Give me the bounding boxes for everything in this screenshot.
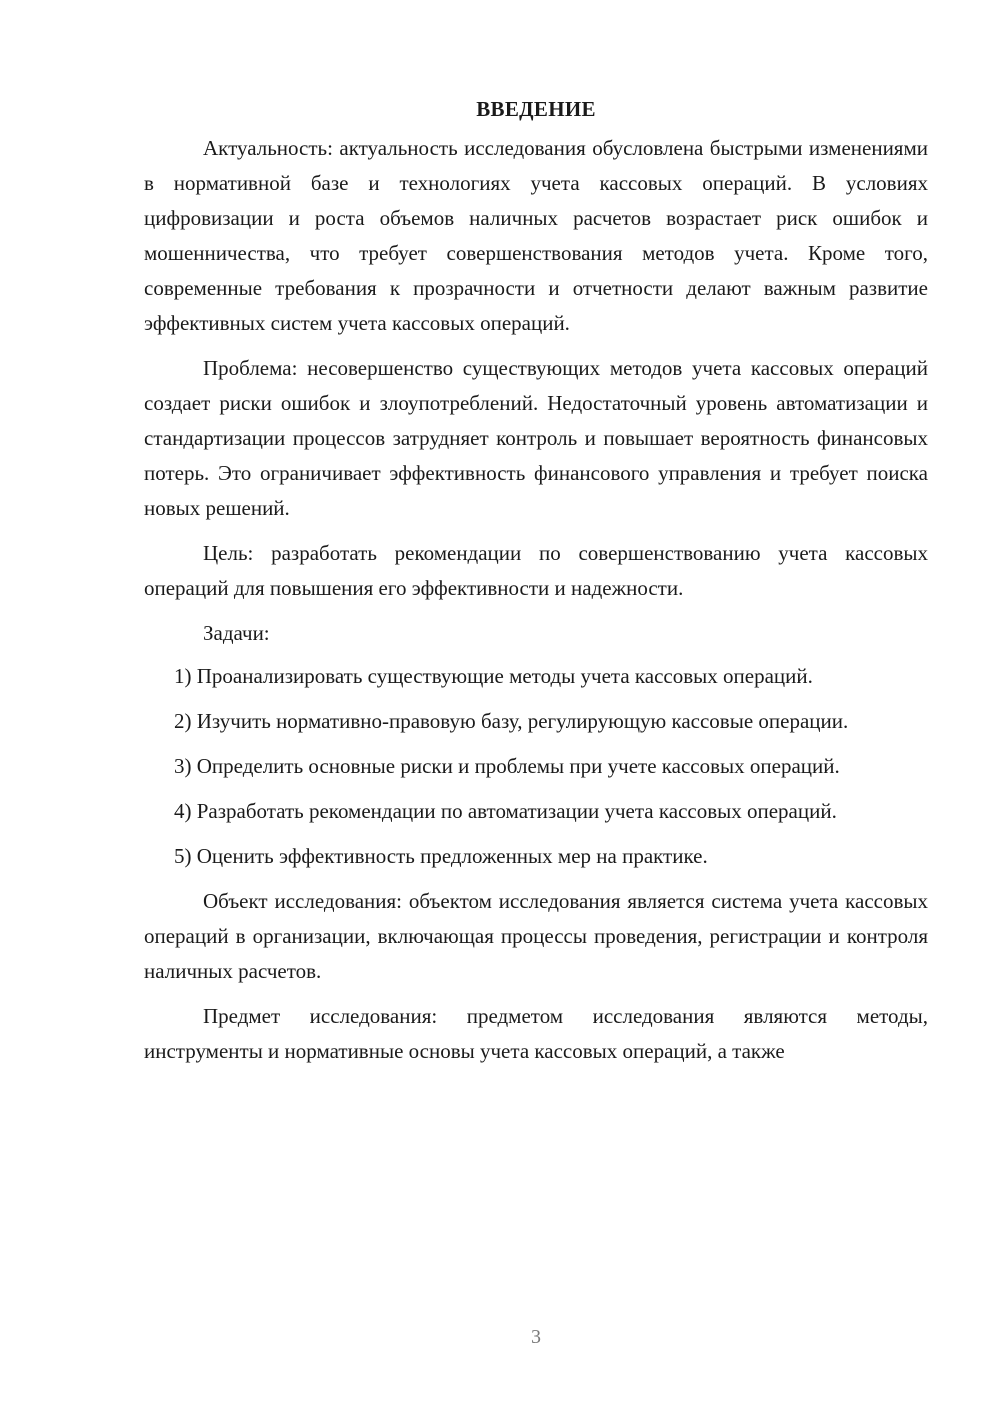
paragraph-relevance: Актуальность: актуальность исследования обусловлена быстрыми изменениями в нормативной базе и технологиях учета кассовых операций. В условиях цифровизации и роста объемов наличных расчетов возрастает риск ошибок и мошенничества, что требует совершенствования методов учета. Кроме того, современные требования к прозрачности и отчетности делают важным развитие эффективных систем учета кассовых операций. xyxy=(144,136,928,335)
tasks-heading: Задачи: xyxy=(203,621,270,645)
tasks-list xyxy=(144,659,928,874)
list-item: 4) Разработать рекомендации по автоматизации учета кассовых операций. xyxy=(174,799,837,823)
list-item: 3) Определить основные риски и проблемы при учете кассовых операций. xyxy=(174,754,840,778)
page-title: ВВЕДЕНИЕ xyxy=(476,97,596,121)
page-number: 3 xyxy=(531,1326,541,1348)
paragraph-goal: Цель: разработать рекомендации по совершенствованию учета кассовых операций для повышения его эффективности и надежности. xyxy=(144,541,928,600)
paragraph-subject: Предмет исследования: предметом исследования являются методы, инструменты и нормативные основы учета кассовых операций, а также xyxy=(144,1004,928,1063)
list-item: 5) Оценить эффективность предложенных мер на практике. xyxy=(174,844,708,868)
list-item: 2) Изучить нормативно-правовую базу, регулирующую кассовые операции. xyxy=(174,709,849,733)
page-content xyxy=(144,92,928,1079)
paragraph-object: Объект исследования: объектом исследования является система учета кассовых операций в организации, включающая процессы проведения, регистрации и контроля наличных расчетов. xyxy=(144,889,928,983)
list-item: 1) Проанализировать существующие методы учета кассовых операций. xyxy=(174,664,813,688)
paragraph-problem: Проблема: несовершенство существующих методов учета кассовых операций создает риски ошибок и злоупотреблений. Недостаточный уровень автоматизации и стандартизации процессов затрудняет контроль и повышает вероятность финансовых потерь. Это ограничивает эффективность финансового управления и требует поиска новых решений. xyxy=(144,356,928,520)
